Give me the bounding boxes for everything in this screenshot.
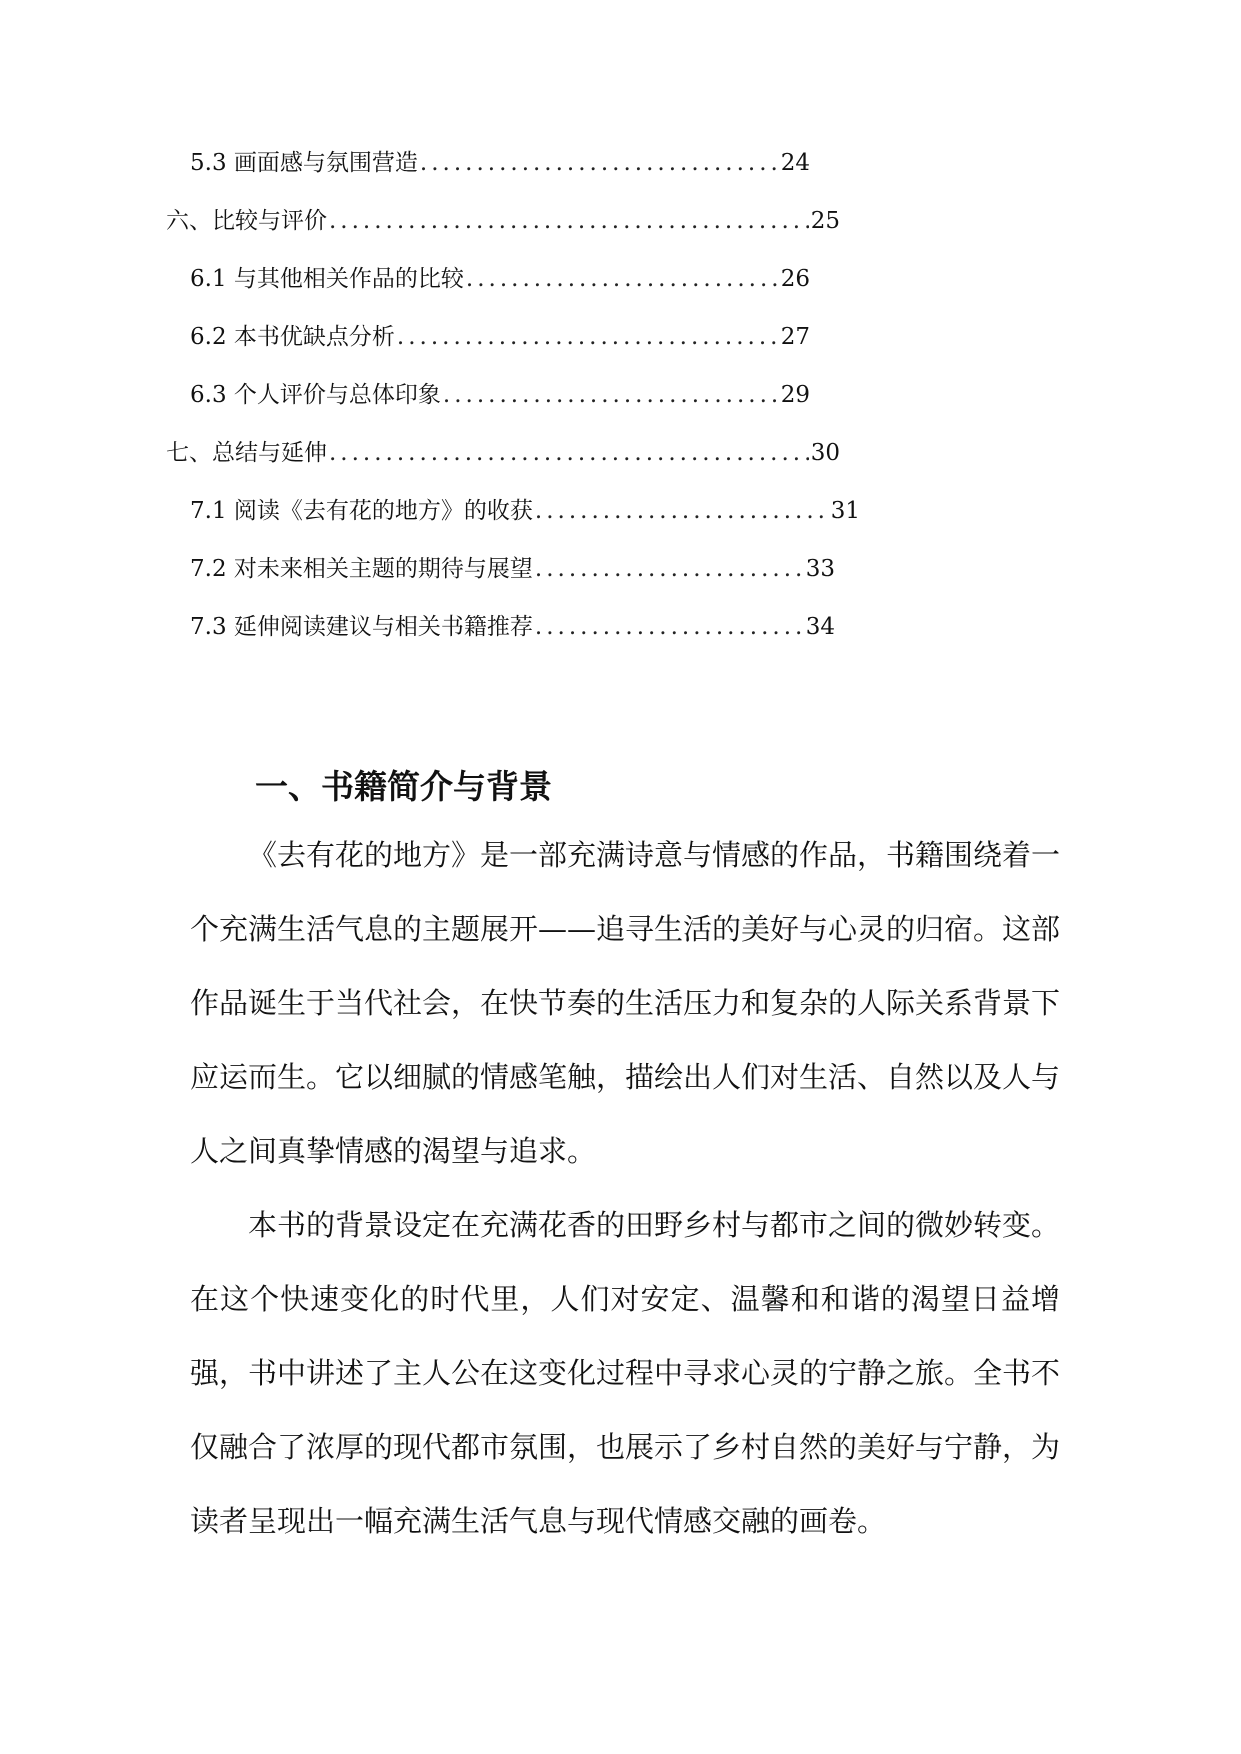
toc-entry[interactable]	[166, 206, 840, 236]
body-paragraph: 《去有花的地方》是一部充满诗意与情感的作品，书籍围绕着一个充满生活气息的主题展开——追寻生活的美好与心灵的归宿。这部作品诞生于当代社会，在快节奏的生活压力和复杂的人际关系背景下应运而生。它以细腻的情感笔触，描绘出人们对生活、自然以及人与人之间真挚情感的渴望与追求。	[190, 838, 1061, 1168]
toc-entry[interactable]	[166, 438, 840, 468]
toc-entry-label: 6.2 本书优缺点分析	[190, 324, 395, 350]
toc-entry-page: 27	[780, 324, 810, 350]
toc-entry[interactable]	[190, 380, 810, 410]
toc-leader-dots	[329, 206, 809, 236]
toc-leader-dots	[329, 438, 809, 468]
toc-leader-dots	[535, 496, 829, 526]
toc-leader-dots	[420, 148, 779, 178]
toc-entry-page: 25	[810, 208, 840, 234]
toc-leader-dots	[397, 322, 779, 352]
toc-leader-dots	[466, 264, 779, 294]
toc-entry-page: 34	[805, 614, 835, 640]
toc-entry-page: 30	[810, 440, 840, 466]
toc-entry[interactable]	[190, 554, 835, 584]
toc-leader-dots	[535, 554, 804, 584]
toc-leader-dots	[443, 380, 779, 410]
toc-entry-page: 33	[805, 556, 835, 582]
toc-entry-label: 七、总结与延伸	[166, 440, 327, 466]
toc-entry[interactable]	[190, 264, 810, 294]
toc-entry-page: 26	[780, 266, 810, 292]
toc-entry-page: 29	[780, 382, 810, 408]
toc-entry[interactable]	[190, 496, 860, 526]
toc-entry-label: 7.3 延伸阅读建议与相关书籍推荐	[190, 614, 533, 640]
toc-entry-label: 六、比较与评价	[166, 208, 327, 234]
toc-entry[interactable]	[190, 612, 835, 642]
toc-entry-label: 6.3 个人评价与总体印象	[190, 382, 441, 408]
toc-entry-label: 7.1 阅读《去有花的地方》的收获	[190, 498, 533, 524]
toc-entry[interactable]	[190, 148, 810, 178]
toc-entry-label: 5.3 画面感与氛围营造	[190, 150, 418, 176]
toc-entry-label: 7.2 对未来相关主题的期待与展望	[190, 556, 533, 582]
toc-leader-dots	[535, 612, 804, 642]
section-heading: 一、书籍简介与背景	[255, 767, 552, 806]
toc-entry-label: 6.1 与其他相关作品的比较	[190, 266, 464, 292]
toc-entry-page: 31	[830, 498, 860, 524]
body-paragraph: 本书的背景设定在充满花香的田野乡村与都市之间的微妙转变。在这个快速变化的时代里，人们对安定、温馨和和谐的渴望日益增强，书中讲述了主人公在这变化过程中寻求心灵的宁静之旅。全书不仅融合了浓厚的现代都市氛围，也展示了乡村自然的美好与宁静，为读者呈现出一幅充满生活气息与现代情感交融的画卷。	[190, 1208, 1061, 1538]
toc-entry[interactable]	[190, 322, 810, 352]
toc-entry-page: 24	[780, 150, 810, 176]
